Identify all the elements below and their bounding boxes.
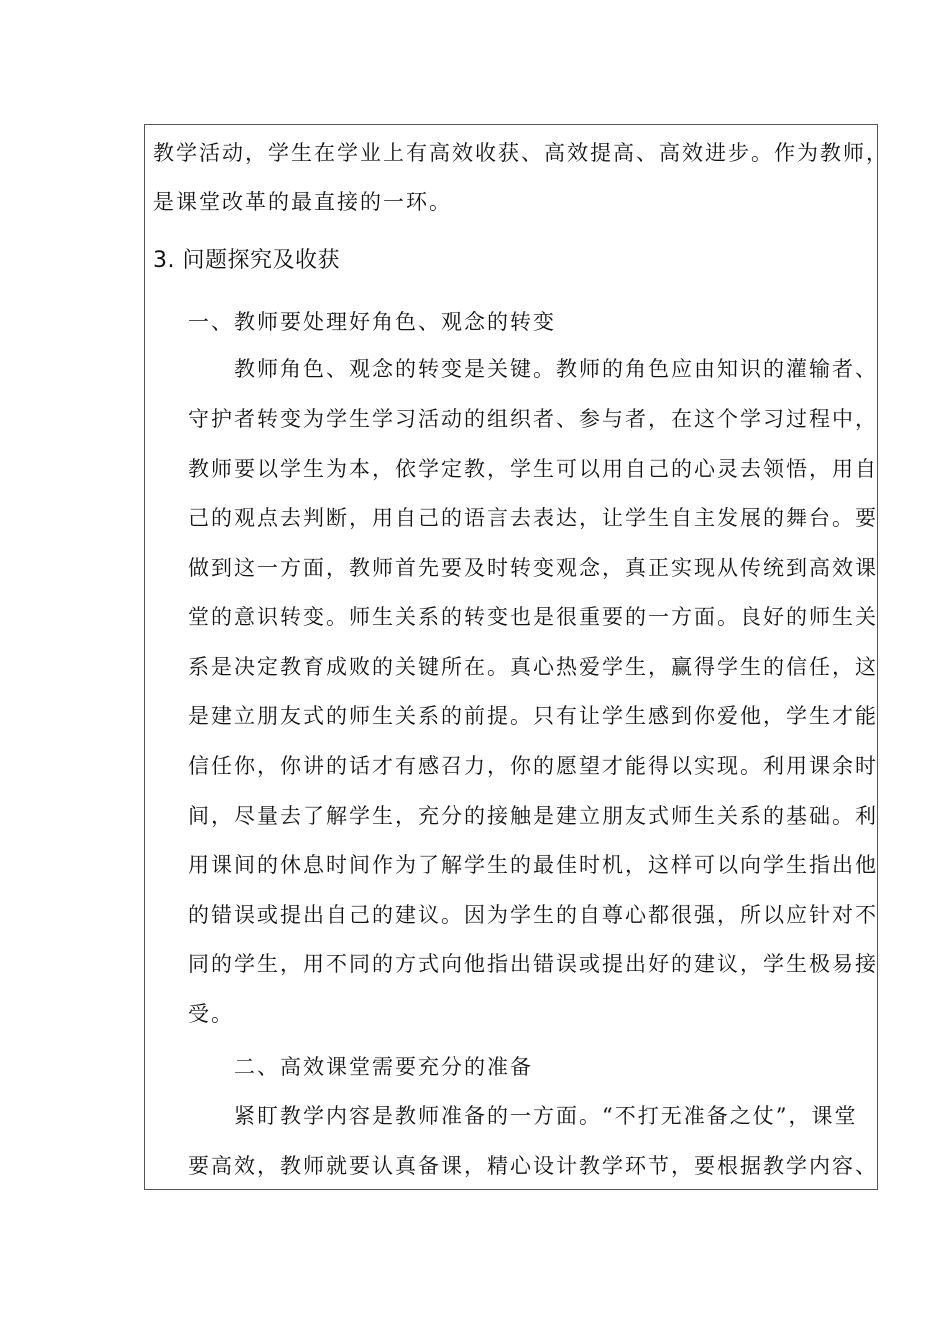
paragraph-1-line: 教师要以学生为本，依学定教，学生可以用自己的心灵去领悟，用自 [188, 457, 878, 481]
section-heading: 3. 问题探究及收获 [153, 248, 340, 273]
paragraph-1-line: 受。 [188, 1002, 234, 1026]
paragraph-1-line: 堂的意识转变。师生关系的转变也是很重要的一方面。良好的师生关 [188, 605, 878, 629]
paragraph-1-line: 守护者转变为学生学习活动的组织者、参与者，在这个学习过程中， [188, 407, 878, 431]
paragraph-1-line: 的错误或提出自己的建议。因为学生的自尊心都很强，所以应针对不 [188, 903, 878, 927]
paragraph-1-line: 教师角色、观念的转变是关键。教师的角色应由知识的灌输者、 [234, 357, 878, 381]
paragraph-1-line: 用课间的休息时间作为了解学生的最佳时机，这样可以向学生指出他 [188, 853, 878, 877]
paragraph-1-line: 同的学生，用不同的方式向他指出错误或提出好的建议，学生极易接 [188, 952, 878, 976]
subheading-preparation: 二、高效课堂需要充分的准备 [234, 1055, 533, 1079]
paragraph-1-line: 系是决定教育成败的关键所在。真心热爱学生，赢得学生的信任，这 [188, 655, 878, 679]
paragraph-1-line: 间，尽量去了解学生，充分的接触是建立朋友式师生关系的基础。利 [188, 804, 878, 828]
paragraph-1-line: 是建立朋友式的师生关系的前提。只有让学生感到你爱他，学生才能 [188, 704, 878, 728]
paragraph-2-line: 要高效，教师就要认真备课，精心设计教学环节，要根据教学内容、 [188, 1154, 878, 1178]
subheading-roles: 一、教师要处理好角色、观念的转变 [188, 310, 556, 334]
paragraph-1-line: 做到这一方面，教师首先要及时转变观念，真正实现从传统到高效课 [188, 556, 878, 580]
paragraph-1-line: 信任你，你讲的话才有感召力，你的愿望才能得以实现。利用课余时 [188, 754, 878, 778]
paragraph-2-line: 紧盯教学内容是教师准备的一方面。“不打无准备之仗”，课堂 [234, 1104, 858, 1128]
paragraph-1-line: 己的观点去判断，用自己的语言去表达，让学生自主发展的舞台。要 [188, 506, 878, 530]
intro-line-1: 教学活动，学生在学业上有高效收获、高效提高、高效进步。作为教师， [153, 141, 889, 165]
intro-line-2: 是课堂改革的最直接的一环。 [153, 190, 452, 214]
